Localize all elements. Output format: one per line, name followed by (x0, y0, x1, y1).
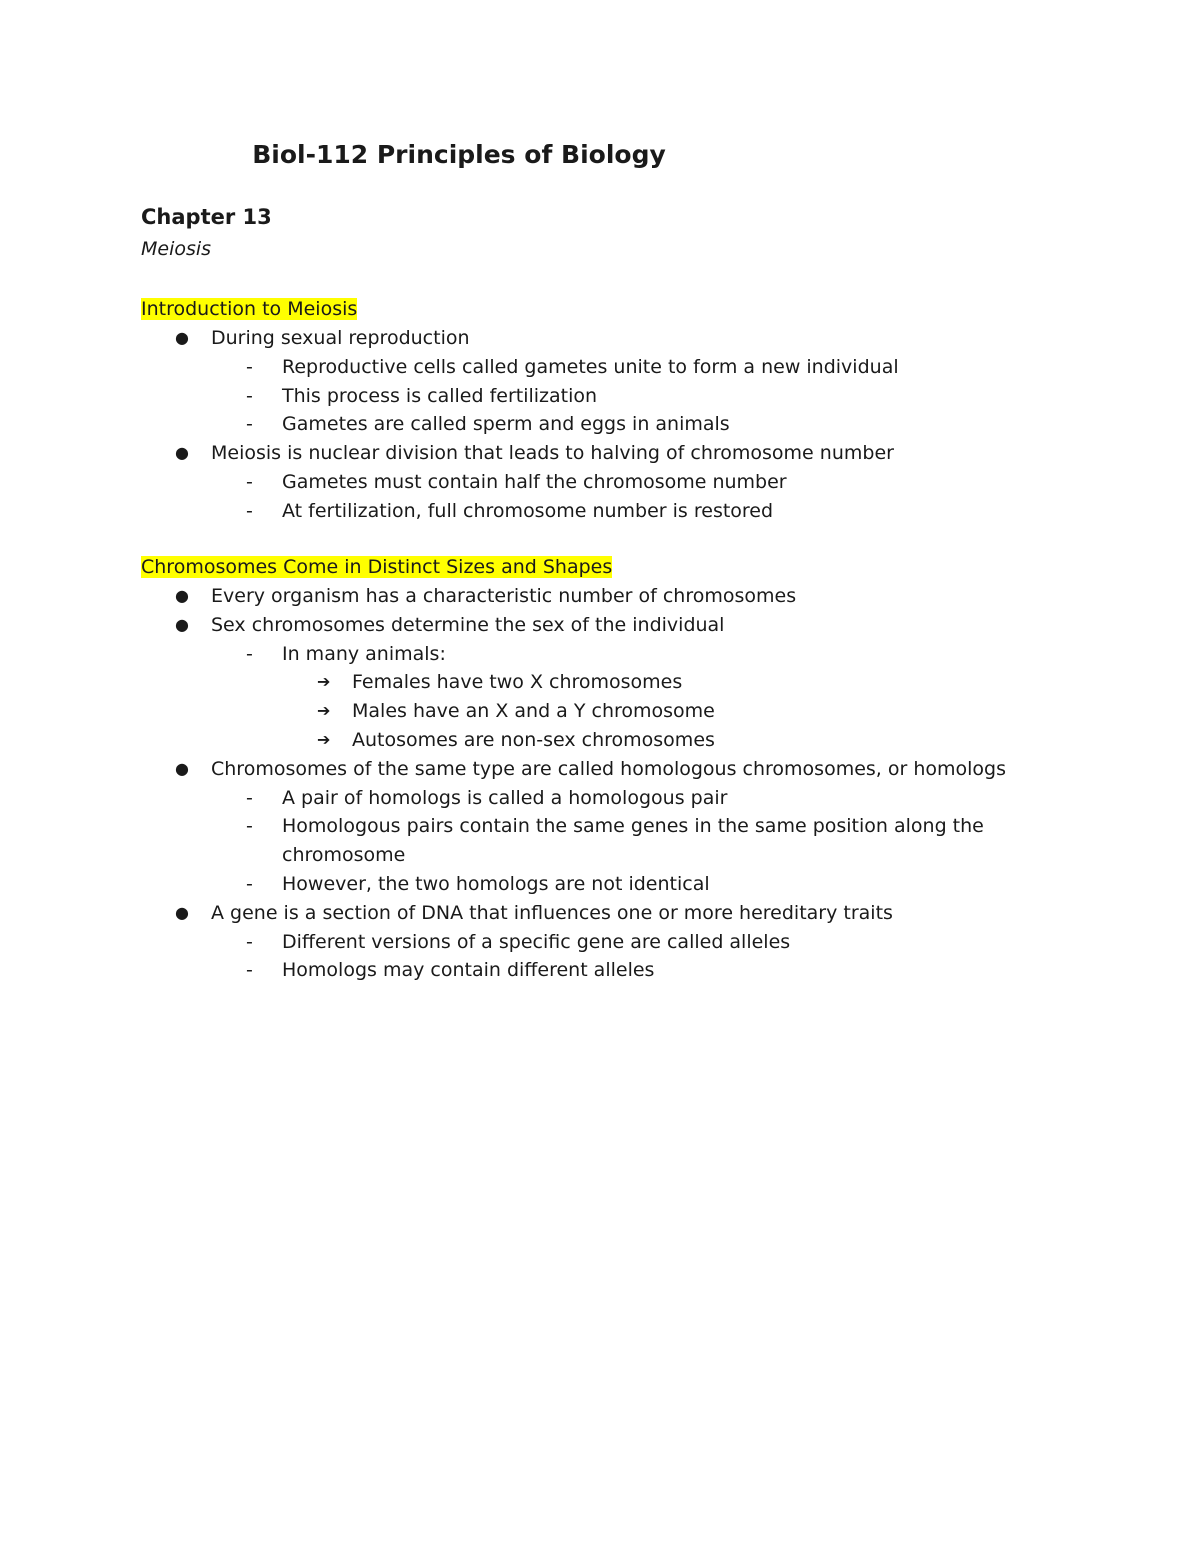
list-item (141, 812, 1061, 870)
dash-icon: - (246, 815, 253, 838)
arrow-right-icon: ➔ (317, 729, 331, 749)
list-item-text: Homologous pairs contain the same genes in the same position along the chromosome (282, 815, 984, 867)
section-heading (141, 295, 1061, 324)
list-item-text: Autosomes are non-sex chromosomes (352, 728, 715, 751)
list-item (141, 697, 1061, 726)
list-item-text: Every organism has a characteristic number of chromosomes (211, 585, 797, 607)
bullet-icon: ● (175, 586, 189, 605)
dash-icon: - (246, 355, 253, 378)
list-item (141, 899, 1061, 928)
bullet-icon: ● (175, 758, 189, 778)
dash-icon: - (246, 384, 253, 407)
list-item (141, 497, 1061, 526)
list-item (141, 353, 1061, 382)
list-item-text: However, the two homologs are not identical (282, 872, 710, 895)
list-item (141, 784, 1061, 813)
section-chromosomes-sizes-shapes (141, 553, 1061, 985)
dash-icon: - (246, 959, 253, 982)
list-item (141, 870, 1061, 899)
list-item (141, 726, 1061, 755)
list-item (141, 439, 1061, 468)
list-item (141, 668, 1061, 697)
list-item-text: Gametes must contain half the chromosome number (282, 470, 787, 493)
dash-icon: - (246, 499, 253, 522)
highlighted-heading-text: Introduction to Meiosis (141, 298, 358, 320)
list-item-text: Sex chromosomes determine the sex of the individual (211, 613, 725, 636)
list-item (141, 755, 1061, 784)
list-item-text: This process is called fertilization (282, 384, 598, 407)
arrow-right-icon: ➔ (317, 701, 331, 721)
list-item (141, 468, 1061, 497)
bullet-icon: ● (175, 614, 189, 634)
list-item (141, 956, 1061, 985)
list-item (141, 611, 1061, 640)
dash-icon: - (246, 872, 253, 895)
list-item-text: Females have two X chromosomes (352, 671, 683, 694)
chapter-subtitle: Meiosis (141, 238, 212, 260)
bullet-icon: ● (175, 443, 189, 463)
list-item (141, 640, 1061, 669)
section-introduction-to-meiosis (141, 295, 1061, 526)
list-item (141, 410, 1061, 439)
list-item-text: Homologs may contain different alleles (282, 959, 655, 982)
document-title: Biol-112 Principles of Biology (252, 140, 666, 169)
list-item (141, 324, 1061, 353)
chapter-heading: Chapter 13 (141, 205, 272, 229)
list-item-text: Reproductive cells called gametes unite to form a new individual (282, 355, 899, 378)
list-item-text: Chromosomes of the same type are called homologous chromosomes, or homologs (211, 757, 1007, 780)
list-item-text: A gene is a section of DNA that influences one or more hereditary traits (211, 901, 893, 924)
dash-icon: - (246, 930, 253, 953)
list-item (141, 928, 1061, 957)
dash-icon: - (246, 642, 253, 665)
bullet-icon: ● (175, 328, 189, 347)
list-item-text: At fertilization, full chromosome number is restored (282, 499, 774, 522)
highlighted-heading-text: Chromosomes Come in Distinct Sizes and Shapes (141, 556, 613, 578)
dash-icon: - (246, 470, 253, 493)
dash-icon: - (246, 786, 253, 809)
bullet-icon: ● (175, 902, 189, 922)
list-item-text: Different versions of a specific gene are called alleles (282, 930, 791, 953)
list-item-text: During sexual reproduction (211, 327, 470, 349)
list-item-text: Gametes are called sperm and eggs in animals (282, 413, 730, 436)
dash-icon: - (246, 413, 253, 436)
list-item-text: A pair of homologs is called a homologous pair (282, 786, 728, 809)
bullet-list (141, 324, 1061, 526)
list-item (141, 582, 1061, 611)
list-item-text: Meiosis is nuclear division that leads to halving of chromosome number (211, 442, 894, 465)
list-item (141, 382, 1061, 411)
list-item-text: In many animals: (282, 642, 446, 665)
bullet-list (141, 582, 1061, 985)
list-item-text: Males have an X and a Y chromosome (352, 700, 715, 723)
section-heading (141, 553, 1061, 582)
arrow-right-icon: ➔ (317, 672, 331, 692)
